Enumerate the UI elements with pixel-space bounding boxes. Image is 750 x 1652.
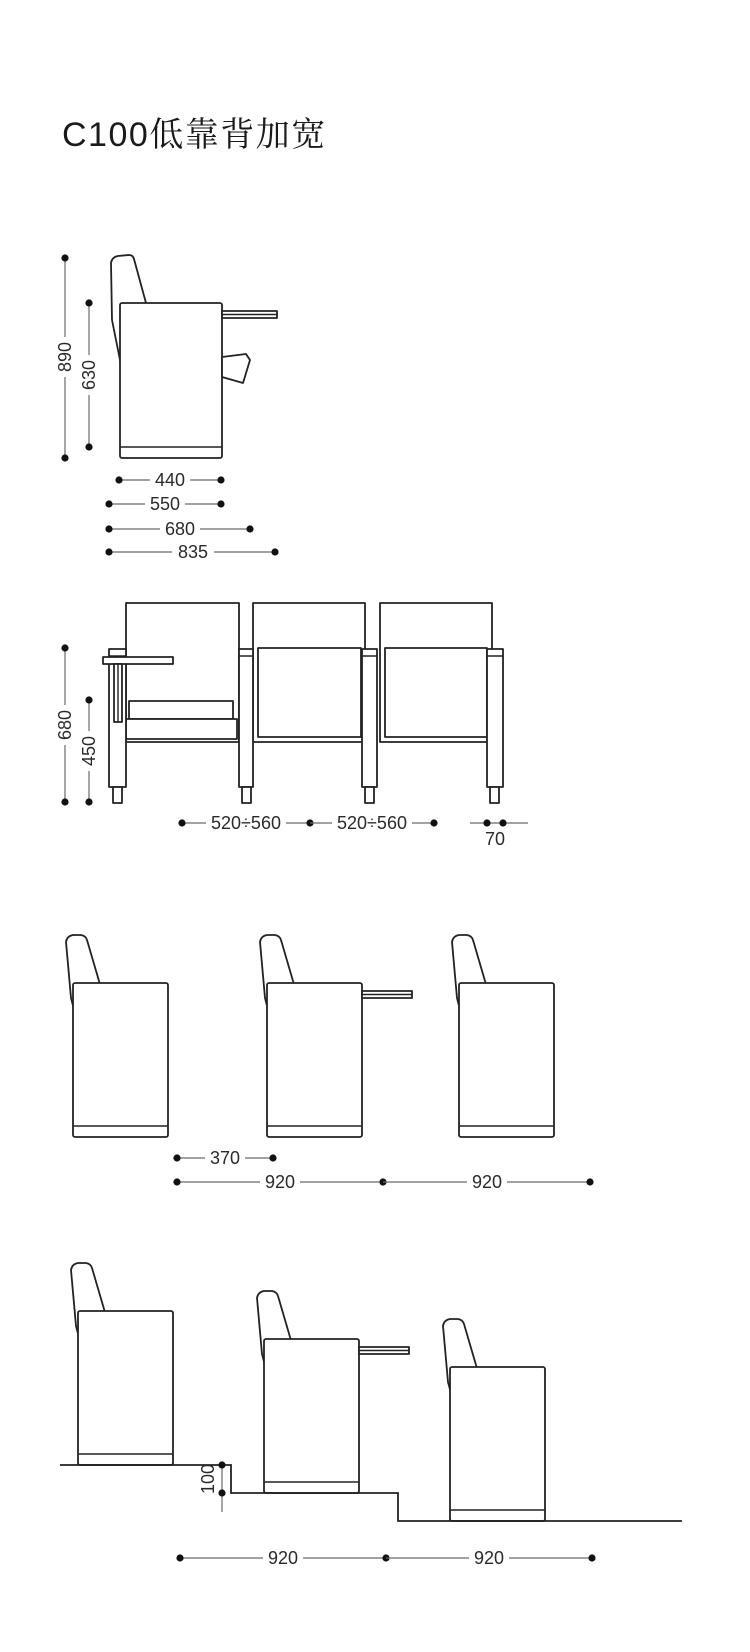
figure-row-flat — [66, 935, 594, 1192]
dim-label-70: 70 — [484, 829, 506, 849]
seat1-cushion-top — [129, 701, 233, 719]
dim-armrest-70 — [470, 819, 528, 849]
armrest-leg-3 — [362, 649, 377, 803]
folded-tablet — [222, 354, 250, 383]
figure-front-view — [55, 603, 528, 849]
tablet-board — [103, 657, 173, 664]
page-title: C100低靠背加宽 — [62, 116, 327, 154]
dim-label-pitch-2: 520÷560 — [337, 813, 407, 833]
dim-height-890 — [55, 254, 75, 461]
seat3-folded-pan — [385, 648, 487, 737]
dim-clearance-370 — [173, 1148, 276, 1168]
figure-side-view — [55, 254, 279, 562]
dim-label-920-a: 920 — [264, 1172, 296, 1192]
dim-label-450: 450 — [79, 735, 99, 767]
dim-width-680 — [105, 519, 253, 539]
dim-row-pitch-2 — [386, 1548, 596, 1568]
dim-label-920-a: 920 — [267, 1548, 299, 1568]
dim-pitch-1 — [178, 813, 313, 833]
dim-height-680 — [55, 644, 75, 805]
dim-height-450 — [79, 696, 99, 805]
seat2-folded-pan — [258, 648, 361, 737]
dim-label-370: 370 — [209, 1148, 241, 1168]
chair-2-tablet-arm — [362, 991, 412, 998]
dim-row-pitch-2 — [383, 1172, 594, 1192]
armrest-leg-4 — [487, 649, 503, 803]
chair-3 — [452, 935, 554, 1137]
chair-2 — [257, 1291, 359, 1493]
chair-3 — [443, 1319, 545, 1521]
chair-1 — [71, 1263, 173, 1465]
dim-step-height-100 — [198, 1461, 226, 1512]
dim-row-pitch-1 — [173, 1172, 386, 1192]
chair-2 — [260, 935, 362, 1137]
dim-label-pitch-1: 520÷560 — [211, 813, 281, 833]
seat-body — [120, 303, 222, 458]
dim-label-680: 680 — [164, 519, 196, 539]
dim-label-920-b: 920 — [473, 1548, 505, 1568]
dim-width-835 — [105, 542, 278, 562]
seat1-cushion-front — [126, 719, 237, 739]
dim-label-835: 835 — [177, 542, 209, 562]
stepped-floor-line — [60, 1465, 682, 1521]
dim-label-890: 890 — [55, 341, 75, 373]
dim-height-630 — [79, 299, 99, 450]
dim-width-440 — [115, 470, 224, 490]
chair-1 — [66, 935, 168, 1137]
dim-label-680: 680 — [55, 709, 75, 741]
figure-row-stepped — [60, 1263, 682, 1568]
dim-row-pitch-1 — [176, 1548, 389, 1568]
chair-2-tablet-arm — [359, 1347, 409, 1354]
dim-label-550: 550 — [149, 494, 181, 514]
dim-pitch-2 — [310, 813, 438, 833]
dim-label-440: 440 — [154, 470, 186, 490]
dim-label-920-b: 920 — [471, 1172, 503, 1192]
armrest-leg-2 — [239, 649, 253, 803]
dim-label-630: 630 — [79, 359, 99, 391]
dim-label-100: 100 — [198, 1463, 218, 1495]
dim-width-550 — [105, 494, 224, 514]
